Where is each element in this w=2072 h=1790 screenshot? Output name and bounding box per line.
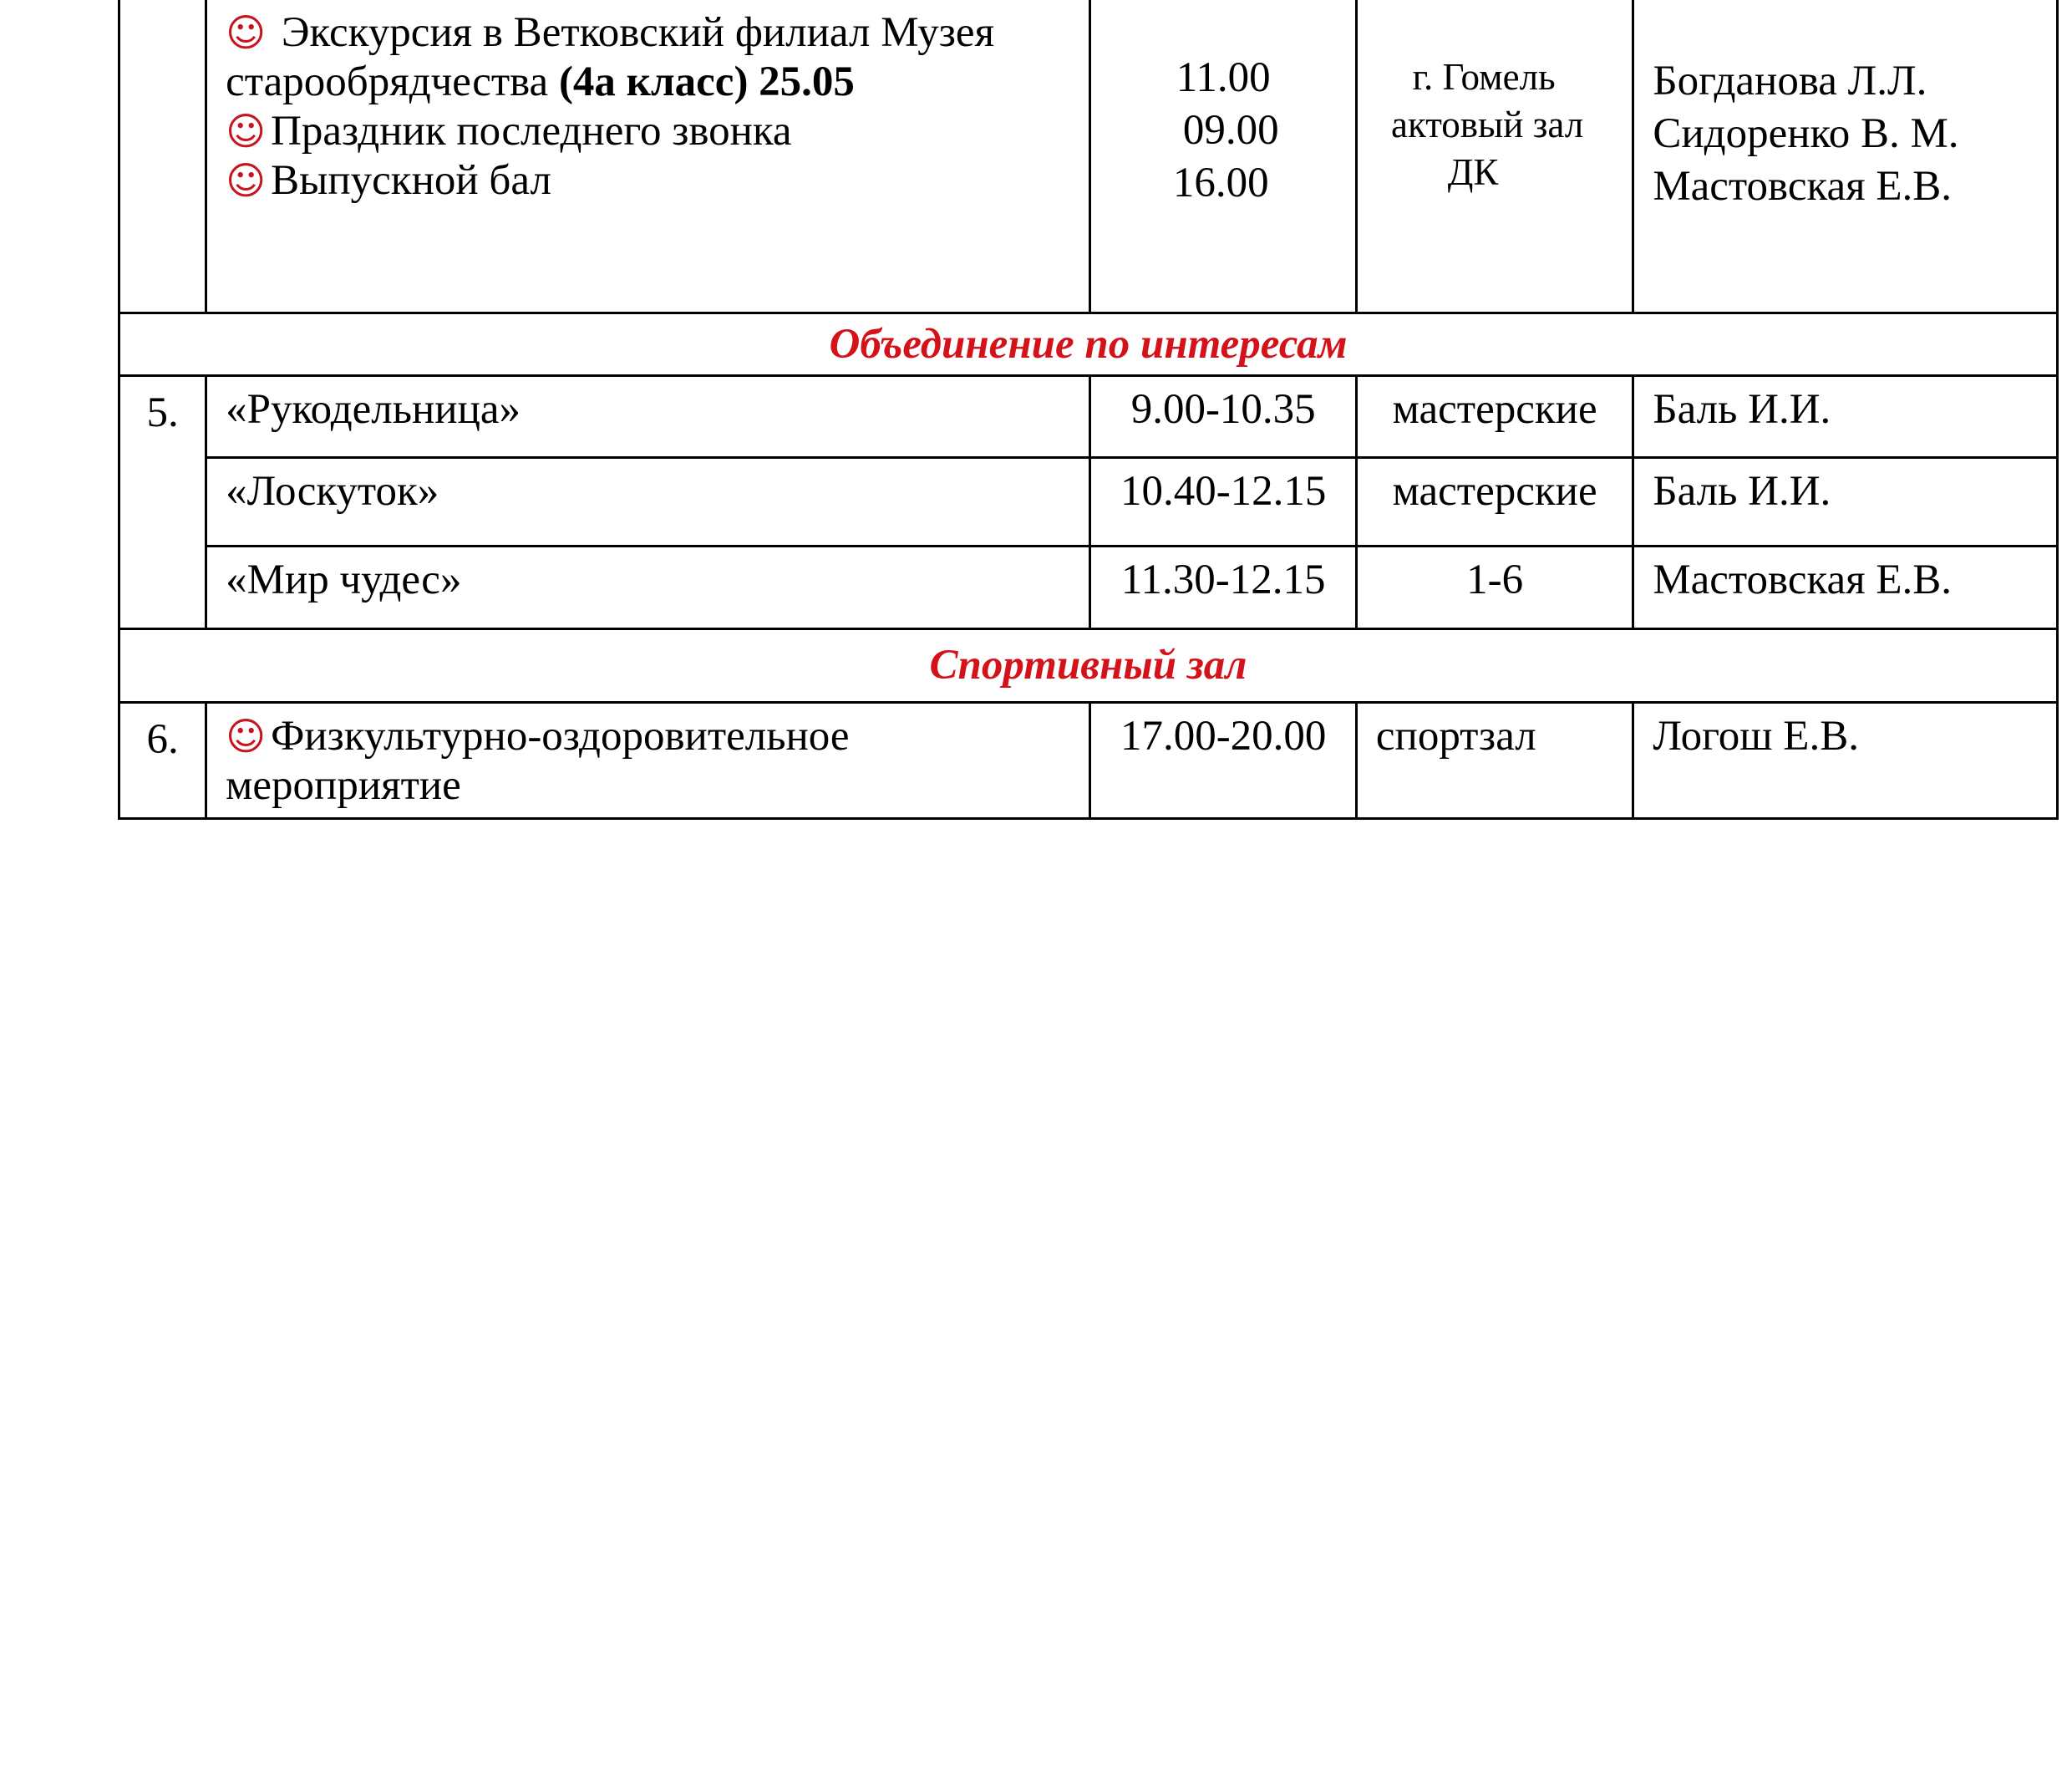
- smiley-icon: ☺: [226, 109, 267, 154]
- responsible-cell: Баль И.И.: [1633, 458, 2058, 547]
- place-line: актовый зал: [1390, 104, 1584, 145]
- responsible-name: Богданова Л.Л.: [1653, 58, 1927, 104]
- smiley-icon: ☺: [226, 10, 267, 55]
- smiley-icon: ☺: [226, 714, 267, 759]
- responsible-name: Мастовская Е.В.: [1653, 163, 1952, 210]
- place-line: г. Гомель: [1412, 56, 1556, 98]
- responsible-cell: [1633, 0, 2058, 313]
- row-number-cell: 6.: [119, 703, 206, 819]
- event-line: ☺ Экскурсия в Ветковский филиал Музея: [226, 9, 995, 56]
- class-date-label: (4а класс) 25.05: [558, 58, 855, 105]
- event-line: старообрядчества (4а класс) 25.05: [226, 58, 855, 105]
- table-row: [119, 547, 2058, 629]
- table-row: [119, 376, 2058, 458]
- row-number-cell: [119, 0, 206, 313]
- club-name: «Рукодельница»: [206, 376, 1090, 458]
- event-line: мероприятие: [226, 762, 461, 809]
- table-row: [119, 458, 2058, 547]
- responsible-cell: Логош Е.В.: [1633, 703, 2058, 819]
- table-row: [119, 0, 2058, 313]
- time-value: 09.00: [1182, 107, 1279, 154]
- place-cell: мастерские: [1356, 458, 1633, 547]
- table-row: [119, 703, 2058, 819]
- section-header-row: [119, 629, 2058, 703]
- club-name: «Лоскуток»: [206, 458, 1090, 547]
- club-name: «Мир чудес»: [206, 547, 1090, 629]
- time-cell: 17.00-20.00: [1090, 703, 1356, 819]
- place-cell: спортзал: [1356, 703, 1633, 819]
- section-title-sport: Спортивный зал: [119, 629, 2058, 703]
- time-value: 11.00: [1176, 54, 1271, 101]
- schedule-table: [118, 0, 2059, 820]
- time-value: 16.00: [1172, 160, 1269, 206]
- section-title-interests: Объединение по интересам: [119, 313, 2058, 376]
- section-header-row: [119, 313, 2058, 376]
- time-cell: 11.30-12.15: [1090, 547, 1356, 629]
- event-cell: [206, 0, 1090, 313]
- event-cell: [206, 703, 1090, 819]
- place-line: ДК: [1447, 151, 1499, 193]
- place-cell: [1356, 0, 1633, 313]
- event-line: ☺ Физкультурно-оздоровительное: [226, 713, 850, 760]
- event-line: ☺ Праздник последнего звонка: [226, 108, 792, 155]
- place-cell: мастерские: [1356, 376, 1633, 458]
- smiley-icon: ☺: [226, 158, 267, 203]
- row-number-cell: 5.: [119, 376, 206, 629]
- responsible-cell: Мастовская Е.В.: [1633, 547, 2058, 629]
- responsible-name: Сидоренко В. М.: [1653, 110, 1959, 157]
- responsible-cell: Баль И.И.: [1633, 376, 2058, 458]
- event-line: ☺ Выпускной бал: [226, 157, 551, 204]
- time-cell: 10.40-12.15: [1090, 458, 1356, 547]
- place-cell: 1-6: [1356, 547, 1633, 629]
- time-cell: 9.00-10.35: [1090, 376, 1356, 458]
- time-cell: [1090, 0, 1356, 313]
